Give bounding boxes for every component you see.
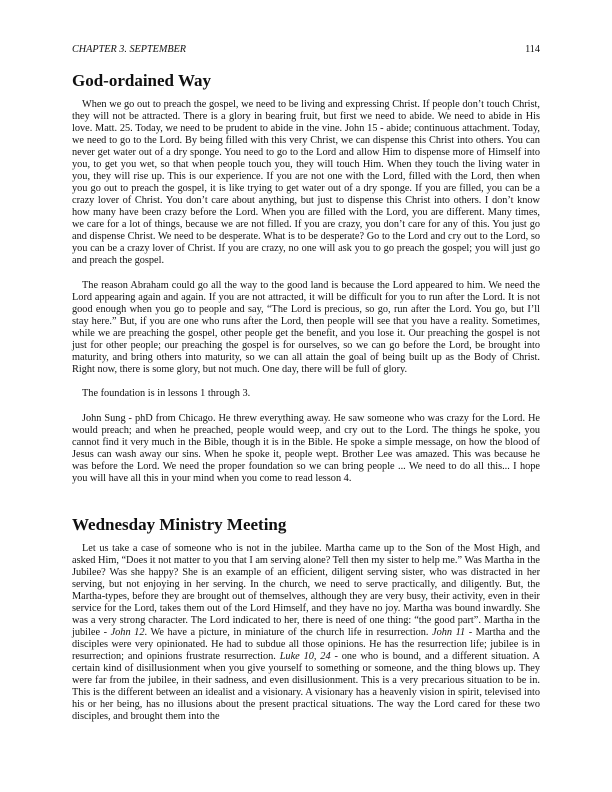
text-run: . We have a picture, in miniature of the church life in resurrection. — [144, 626, 432, 638]
paragraph — [72, 99, 540, 267]
document-body — [72, 71, 540, 723]
text-run: When we go out to preach the gospel, we need to be living and expressing Christ. If people don’t touch Christ, they will not be attracted. There is a glory in bearing fruit, but first we need to abide. We need to abide in His love. Matt. 25. Today, we need to be prudent to abide in the vine. John 15 - abide; continuous attachment. Today, we need to go to the Lord. By being filled with this very Christ, we can dispense this Christ into others. You can never get water out of a dry sponge. You need to go to the Lord and allow Him to dispense more of Himself into you, to get you wet, so that when people touch you, they will touch Him. When they touch the living water in you, they will rise up. This is our experience. If you are not one with the Lord, filled with the Lord, then when you go out to preach the gospel, it is like trying to get water out of a dry sponge. If you are filled, you can be a crazy lover of Christ. You don’t care about anything, but just to dispense this Christ into others. I don’t know how many have been crazy before the Lord. When you are filled with the Lord, you are different. Many times, we care for a lot of things, because we are not filled. If you are crazy, you don’t care for any of this. You just go and dispense Christ. We need to be desperate. What is to be desperate? Go to the Lord and cry out to the Lord, so you can be a crazy lover of Christ. If you are crazy, no one will ask you to go preach the gospel; you will just go and preach the gospel. — [72, 99, 540, 266]
text-run: Let us take a case of someone who is not in the jubilee. Martha came up to the Son of the Most High, and asked Him, “Does it not matter to you that I am serving alone? Tell then my sister to help me.” Was Martha in the Jubilee? Was she happy? She is an example of an efficient, diligent serving sister, who was distracted in her serving, but not enjoying in her serving. In the church, we need to serve practically, and diligently. But, the Martha-types, before they are brought out of themselves, although they are very busy, their activity, even in their service for the Lord, takes them out of the Lord Himself, and they have no joy. Martha was bound inwardly. She was a very strong character. The Lord indicated to her, there is need of one thing: “the good part”. Martha in the jubilee - — [72, 542, 540, 638]
chapter-title: CHAPTER 3. SEPTEMBER — [72, 44, 187, 55]
paragraph — [72, 388, 540, 400]
scripture-reference: John 11 — [432, 626, 466, 638]
paragraph — [72, 280, 540, 376]
section-heading: Wednesday Ministry Meeting — [72, 514, 287, 534]
text-run: - one who is bound, and a different situation. A certain kind of disillusionment when you give yourself to something or someone, and the thing blows up. They were far from the jubilee, in their sadness, and even disillusionment. This is a very precarious situation to be in. This is the different between an idealist and a visionary. A visionary has a heavenly vision in spirit, televised into his or her being, has no illusions about the present practical situations. The way the Lord cared for these two disciples, and brought them into the — [72, 650, 540, 722]
text-run: John Sung - phD from Chicago. He threw everything away. He saw someone who was crazy for the Lord. He would preach; and when he preached, people would weep, and cry out to the Lord. The things he spoke, you cannot find it very much in the Bible, though it is in the Bible. He spoke a simple message, on how the blood of Jesus can wash away our sins. When he spoke it, people wept. Brother Lee was amazed. This was because he was before the Lord. We need the proper foundation so we can bring people ... We need to do all this... I hope you will have all this in your mind when you come to read lesson 4. — [72, 412, 540, 484]
page-number: 114 — [525, 44, 540, 55]
paragraph — [72, 413, 540, 485]
paragraph — [72, 543, 540, 723]
document-page — [72, 44, 540, 735]
scripture-reference: John 12 — [110, 626, 145, 638]
text-run: The reason Abraham could go all the way to the good land is because the Lord appeared to him. We need the Lord appearing again and again. If you are not attracted, it will be difficult for you to run after the Lord. It is not good enough when you go to people and say, “The Lord is precious, so go, run after the Lord. You go, but I’ll stay here.” But, if you are one who runs after the Lord, then people will see that you have a reality. Sometimes, while we are preaching the gospel, other people get the benefit, and you lose it. Our preaching the gospel is not just for other people; our preaching the gospel is for ourselves, so we can go before the Lord, be brought into maturity, and bring others into maturity, so we can all attain the goal of being built up as the Body of Christ. Right now, there is some glory, but not much. One day, there will be full of glory. — [72, 279, 540, 375]
text-run: The foundation is in lessons 1 through 3. — [82, 388, 251, 399]
text-run: - Martha and the disciples were very opinionated. He had to subdue all those opinions. He has the resurrection life; jubilee is in resurrection; and opinions frustrate resurrection. — [72, 626, 541, 662]
running-header — [72, 44, 540, 58]
section-heading: God-ordained Way — [72, 71, 212, 90]
scripture-reference: Luke 10, 24 — [279, 650, 331, 662]
